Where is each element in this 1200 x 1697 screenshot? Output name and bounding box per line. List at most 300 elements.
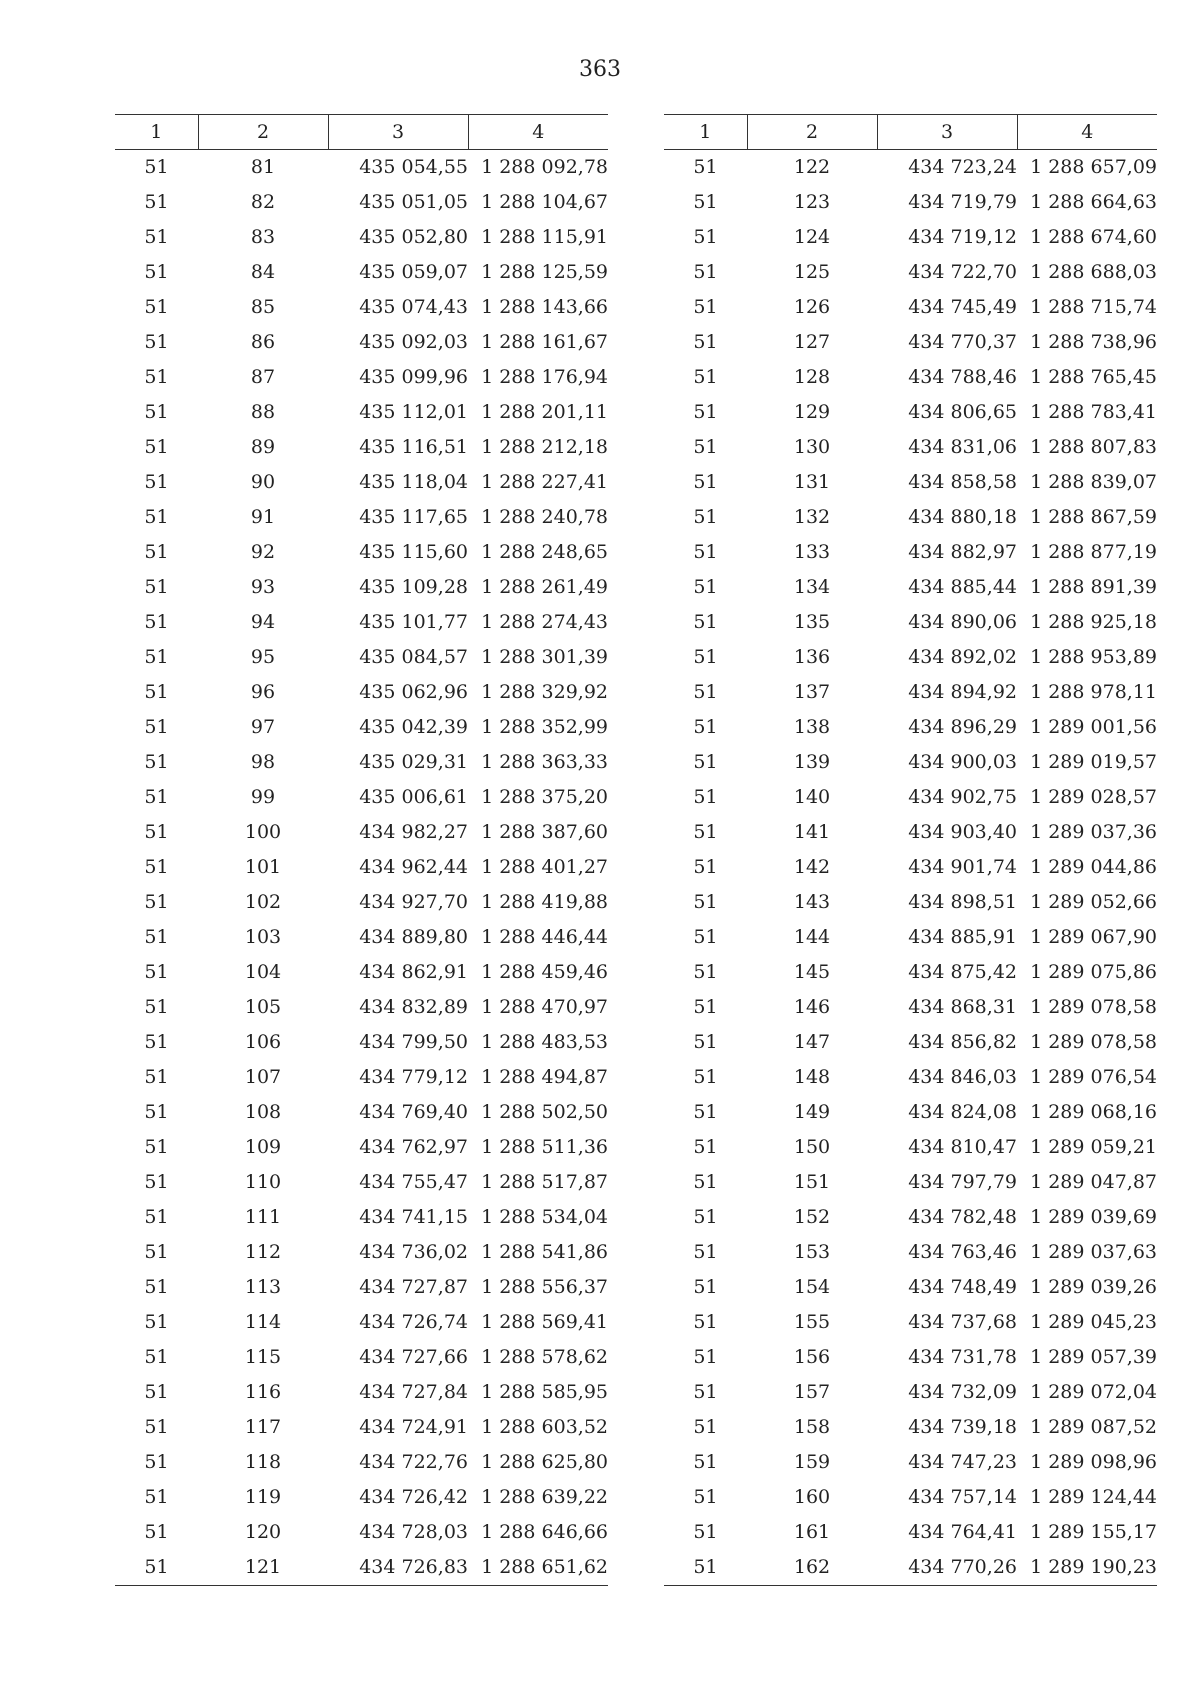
table-cell: 1 288 765,45 [1030,366,1157,388]
column-header: 1 [664,115,747,150]
table-cell: 146 [793,996,831,1018]
table-cell: 141 [793,821,831,843]
table-cell: 102 [244,891,282,913]
table-cell: 1 288 387,60 [481,821,608,843]
table-cell: 51 [693,1521,718,1543]
table-cell: 51 [693,751,718,773]
table-cell: 1 288 639,22 [481,1486,608,1508]
table-cell: 1 289 155,17 [1030,1521,1157,1543]
table-cell: 434 903,40 [908,821,1017,843]
table-row [115,780,608,815]
table-cell: 434 799,50 [359,1031,468,1053]
table-cell: 51 [664,1550,747,1586]
table-row [115,1200,608,1235]
table-cell: 1 288 212,18 [481,436,608,458]
table-cell: 435 074,43 [359,296,468,318]
table-cell: 134 [793,576,831,598]
table-row [664,815,1157,850]
table-row [115,990,608,1025]
table-cell: 155 [793,1311,831,1333]
table-cell: 51 [693,681,718,703]
table-row [664,1515,1157,1550]
table-row [115,745,608,780]
table-row [115,1235,608,1270]
table-cell: 51 [693,296,718,318]
table-cell: 138 [793,716,831,738]
table-cell: 1 288 301,39 [481,646,608,668]
table-row [664,1305,1157,1340]
table-cell: 161 [793,1521,831,1543]
table-cell: 51 [144,576,169,598]
table-row [664,710,1157,745]
table-cell: 51 [144,331,169,353]
table-cell: 435 116,51 [359,436,468,458]
table-cell: 139 [793,751,831,773]
table-cell: 131 [793,471,831,493]
table-cell: 1 289 067,90 [1030,926,1157,948]
table-cell: 1 288 240,78 [481,506,608,528]
table-cell: 87 [250,366,276,388]
table-cell: 105 [244,996,282,1018]
table-cell: 435 054,55 [359,156,468,178]
table-cell: 123 [793,191,831,213]
table-cell: 51 [693,436,718,458]
table-cell: 1 289 019,57 [1030,751,1157,773]
table-row [115,290,608,325]
table-cell: 434 862,91 [359,961,468,983]
column-header: 3 [877,115,1017,150]
table-cell: 100 [244,821,282,843]
table-row [115,1095,608,1130]
table-row [115,570,608,605]
table-cell: 1 288 646,66 [481,1521,608,1543]
table-cell: 1 289 075,86 [1030,961,1157,983]
table-row [115,500,608,535]
table-cell: 150 [793,1136,831,1158]
table-cell: 1 289 047,87 [1030,1171,1157,1193]
table-cell: 1 288 715,74 [1030,296,1157,318]
table-cell: 434 770,37 [908,331,1017,353]
table-row [664,850,1157,885]
table-cell: 1 289 068,16 [1030,1101,1157,1123]
table-cell: 162 [747,1550,877,1586]
table-cell: 125 [793,261,831,283]
table-cell: 121 [198,1550,328,1586]
table-cell: 434 722,76 [359,1451,468,1473]
table-cell: 88 [250,401,276,423]
table-row [664,1095,1157,1130]
table-cell: 1 289 037,36 [1030,821,1157,843]
table-cell: 1 288 494,87 [481,1066,608,1088]
table-cell: 159 [793,1451,831,1473]
table-row [664,920,1157,955]
table-cell: 97 [250,716,276,738]
table-cell: 435 117,65 [359,506,468,528]
table-cell: 101 [244,856,282,878]
table-cell: 51 [693,471,718,493]
table-row [115,395,608,430]
table-cell: 51 [693,1171,718,1193]
table-cell: 434 727,84 [359,1381,468,1403]
table-cell: 51 [144,1416,169,1438]
table-cell: 1 288 657,09 [1030,156,1157,178]
column-header: 2 [747,115,877,150]
table-cell: 435 052,80 [359,226,468,248]
table-row [115,920,608,955]
table-cell: 51 [144,436,169,458]
table-cell: 84 [250,261,276,283]
table-cell: 51 [693,1101,718,1123]
table-cell: 1 288 470,97 [481,996,608,1018]
table-cell: 435 029,31 [359,751,468,773]
table-cell: 51 [144,1276,169,1298]
table-cell: 434 726,42 [359,1486,468,1508]
table-cell: 434 885,91 [908,926,1017,948]
table-row [664,395,1157,430]
table-cell: 435 101,77 [359,611,468,633]
column-header: 4 [1017,115,1157,150]
table-cell: 1 288 664,63 [1030,191,1157,213]
table-row [115,1025,608,1060]
table-cell: 127 [793,331,831,353]
table-cell: 51 [693,1241,718,1263]
table-cell: 434 769,40 [359,1101,468,1123]
table-cell: 51 [693,996,718,1018]
table-cell: 1 288 517,87 [481,1171,608,1193]
table-cell: 435 099,96 [359,366,468,388]
table-cell: 1 288 511,36 [481,1136,608,1158]
table-cell: 434 885,44 [908,576,1017,598]
table-row [115,1165,608,1200]
table-cell: 51 [144,506,169,528]
table-cell: 51 [693,1451,718,1473]
table-cell: 434 788,46 [908,366,1017,388]
table-cell: 51 [693,191,718,213]
table-row [664,1445,1157,1480]
table-row [664,1025,1157,1060]
table-cell: 434 731,78 [908,1346,1017,1368]
table-row [115,465,608,500]
table-cell: 51 [693,401,718,423]
table-cell: 1 289 028,57 [1030,786,1157,808]
table-cell: 434 901,74 [908,856,1017,878]
table-cell: 89 [250,436,276,458]
table-cell: 434 732,09 [908,1381,1017,1403]
table-cell: 113 [244,1276,282,1298]
table-row [664,325,1157,360]
table-cell: 51 [144,1136,169,1158]
table-cell: 51 [693,821,718,843]
table-cell: 434 824,08 [908,1101,1017,1123]
table-cell: 434 858,58 [908,471,1017,493]
table-cell: 434 797,79 [908,1171,1017,1193]
table-cell: 132 [793,506,831,528]
table-row [115,605,608,640]
table-cell: 435 092,03 [359,331,468,353]
table-cell: 1 288 363,33 [481,751,608,773]
table-cell: 434 770,26 [877,1550,1017,1586]
table-row [115,850,608,885]
table-cell: 136 [793,646,831,668]
table-cell: 116 [244,1381,282,1403]
table-cell: 434 723,24 [908,156,1017,178]
table-cell: 154 [793,1276,831,1298]
table-row [115,640,608,675]
table-body-right [664,150,1157,1586]
table-row [115,535,608,570]
table-cell: 434 739,18 [908,1416,1017,1438]
table-cell: 434 726,83 [328,1550,468,1586]
table-cell: 51 [144,611,169,633]
table-cell: 143 [793,891,831,913]
table-cell: 51 [693,1276,718,1298]
table-cell: 1 288 352,99 [481,716,608,738]
table-row [115,360,608,395]
table-row [115,1270,608,1305]
table-cell: 1 288 807,83 [1030,436,1157,458]
table-cell: 1 289 078,58 [1030,1031,1157,1053]
table-cell: 51 [693,1206,718,1228]
table-row [115,1060,608,1095]
table-row [115,885,608,920]
table-cell: 1 288 261,49 [481,576,608,598]
table-cell: 51 [693,366,718,388]
table-cell: 51 [144,1381,169,1403]
table-cell: 51 [144,1241,169,1263]
table-cell: 51 [693,226,718,248]
table-cell: 434 727,87 [359,1276,468,1298]
table-cell: 51 [693,1031,718,1053]
table-cell: 1 289 045,23 [1030,1311,1157,1333]
table-row [664,990,1157,1025]
table-cell: 152 [793,1206,831,1228]
table-cell: 151 [793,1171,831,1193]
table-cell: 51 [144,716,169,738]
table-cell: 51 [144,156,169,178]
table-cell: 51 [144,856,169,878]
table-cell: 51 [693,506,718,528]
table-header-row [115,115,608,150]
table-cell: 1 289 124,44 [1030,1486,1157,1508]
table-cell: 107 [244,1066,282,1088]
table-cell: 1 288 092,78 [481,156,608,178]
table-cell: 82 [250,191,276,213]
table-cell: 156 [793,1346,831,1368]
table-cell: 51 [144,1521,169,1543]
table-cell: 51 [144,646,169,668]
table-cell: 91 [250,506,276,528]
table-cell: 434 726,74 [359,1311,468,1333]
table-row [115,1375,608,1410]
table-cell: 1 289 052,66 [1030,891,1157,913]
table-row [664,1375,1157,1410]
table-cell: 85 [250,296,276,318]
table-cell: 435 112,01 [359,401,468,423]
table-cell: 434 890,06 [908,611,1017,633]
table-cell: 434 889,80 [359,926,468,948]
table-row [115,1550,608,1586]
column-header: 3 [328,115,468,150]
table-cell: 142 [793,856,831,878]
table-cell: 1 289 087,52 [1030,1416,1157,1438]
table-cell: 434 747,23 [908,1451,1017,1473]
table-cell: 1 288 603,52 [481,1416,608,1438]
table-row [664,535,1157,570]
table-cell: 1 288 176,94 [481,366,608,388]
table-row [664,290,1157,325]
table-cell: 434 856,82 [908,1031,1017,1053]
table-cell: 51 [693,261,718,283]
table-cell: 434 831,06 [908,436,1017,458]
table-cell: 434 724,91 [359,1416,468,1438]
table-row [115,1445,608,1480]
table-cell: 434 745,49 [908,296,1017,318]
table-cell: 434 748,49 [908,1276,1017,1298]
table-cell: 1 288 625,80 [481,1451,608,1473]
table-cell: 434 832,89 [359,996,468,1018]
table-cell: 147 [793,1031,831,1053]
table-cell: 129 [793,401,831,423]
table-cell: 1 288 104,67 [481,191,608,213]
table-cell: 51 [144,471,169,493]
table-cell: 51 [144,296,169,318]
table-cell: 1 289 057,39 [1030,1346,1157,1368]
table-cell: 1 289 044,86 [1030,856,1157,878]
table-cell: 435 084,57 [359,646,468,668]
coordinates-table-left [115,114,608,1586]
table-cell: 118 [244,1451,282,1473]
column-header: 1 [115,115,198,150]
table-cell: 1 289 076,54 [1030,1066,1157,1088]
table-cell: 51 [693,331,718,353]
table-cell: 1 288 534,04 [481,1206,608,1228]
table-cell: 51 [144,996,169,1018]
table-cell: 115 [244,1346,282,1368]
table-cell: 1 289 098,96 [1030,1451,1157,1473]
table-cell: 51 [144,1206,169,1228]
table-cell: 148 [793,1066,831,1088]
table-cell: 83 [250,226,276,248]
table-cell: 1 288 483,53 [481,1031,608,1053]
table-cell: 434 728,03 [359,1521,468,1543]
table-cell: 51 [144,1346,169,1368]
table-cell: 434 741,15 [359,1206,468,1228]
table-cell: 434 764,41 [908,1521,1017,1543]
table-cell: 51 [144,1171,169,1193]
table-cell: 96 [250,681,276,703]
table-cell: 51 [144,681,169,703]
table-cell: 90 [250,471,276,493]
table-cell: 434 898,51 [908,891,1017,913]
page-number: 363 [579,57,621,82]
table-cell: 109 [244,1136,282,1158]
table-cell: 51 [144,226,169,248]
table-cell: 51 [693,1486,718,1508]
table-cell: 124 [793,226,831,248]
table-body-left [115,150,608,1586]
table-cell: 1 289 037,63 [1030,1241,1157,1263]
table-cell: 434 882,97 [908,541,1017,563]
table-row [664,430,1157,465]
table-row [115,675,608,710]
table-cell: 1 288 459,46 [481,961,608,983]
table-row [664,640,1157,675]
table-cell: 94 [250,611,276,633]
table-cell: 434 763,46 [908,1241,1017,1263]
table-cell: 1 288 115,91 [481,226,608,248]
table-cell: 153 [793,1241,831,1263]
table-cell: 435 118,04 [359,471,468,493]
table-cell: 1 288 651,62 [468,1550,608,1586]
table-row [115,1305,608,1340]
table-cell: 434 962,44 [359,856,468,878]
table-cell: 51 [693,926,718,948]
table-cell: 51 [693,156,718,178]
table-cell: 51 [144,891,169,913]
table-cell: 51 [144,786,169,808]
table-cell: 51 [144,751,169,773]
table-cell: 435 115,60 [359,541,468,563]
table-cell: 158 [793,1416,831,1438]
table-cell: 117 [244,1416,282,1438]
table-cell: 51 [693,1066,718,1088]
table-row [664,1550,1157,1586]
table-row [664,1410,1157,1445]
table-cell: 51 [693,541,718,563]
table-cell: 434 896,29 [908,716,1017,738]
table-row [664,1060,1157,1095]
table-cell: 434 868,31 [908,996,1017,1018]
table-cell: 434 894,92 [908,681,1017,703]
table-cell: 1 288 248,65 [481,541,608,563]
table-cell: 51 [693,611,718,633]
table-cell: 434 892,02 [908,646,1017,668]
table-cell: 51 [693,1346,718,1368]
table-row [664,570,1157,605]
table-cell: 51 [693,1416,718,1438]
table-cell: 51 [144,1486,169,1508]
table-cell: 1 288 419,88 [481,891,608,913]
table-cell: 51 [693,576,718,598]
table-cell: 1 288 569,41 [481,1311,608,1333]
table-row [664,675,1157,710]
table-cell: 435 051,05 [359,191,468,213]
table-cell: 434 880,18 [908,506,1017,528]
table-cell: 157 [793,1381,831,1403]
table-row [115,220,608,255]
table-cell: 434 755,47 [359,1171,468,1193]
table-cell: 86 [250,331,276,353]
table-cell: 51 [693,1381,718,1403]
table-cell: 144 [793,926,831,948]
table-row [664,360,1157,395]
table-cell: 434 927,70 [359,891,468,913]
table-row [664,745,1157,780]
table-row [115,430,608,465]
table-cell: 133 [793,541,831,563]
table-cell: 160 [793,1486,831,1508]
table-cell: 51 [144,1311,169,1333]
table-cell: 95 [250,646,276,668]
table-cell: 51 [693,961,718,983]
table-cell: 1 288 585,95 [481,1381,608,1403]
table-cell: 435 062,96 [359,681,468,703]
table-cell: 93 [250,576,276,598]
table-cell: 140 [793,786,831,808]
table-cell: 1 288 541,86 [481,1241,608,1263]
table-cell: 114 [244,1311,282,1333]
table-cell: 1 288 329,92 [481,681,608,703]
